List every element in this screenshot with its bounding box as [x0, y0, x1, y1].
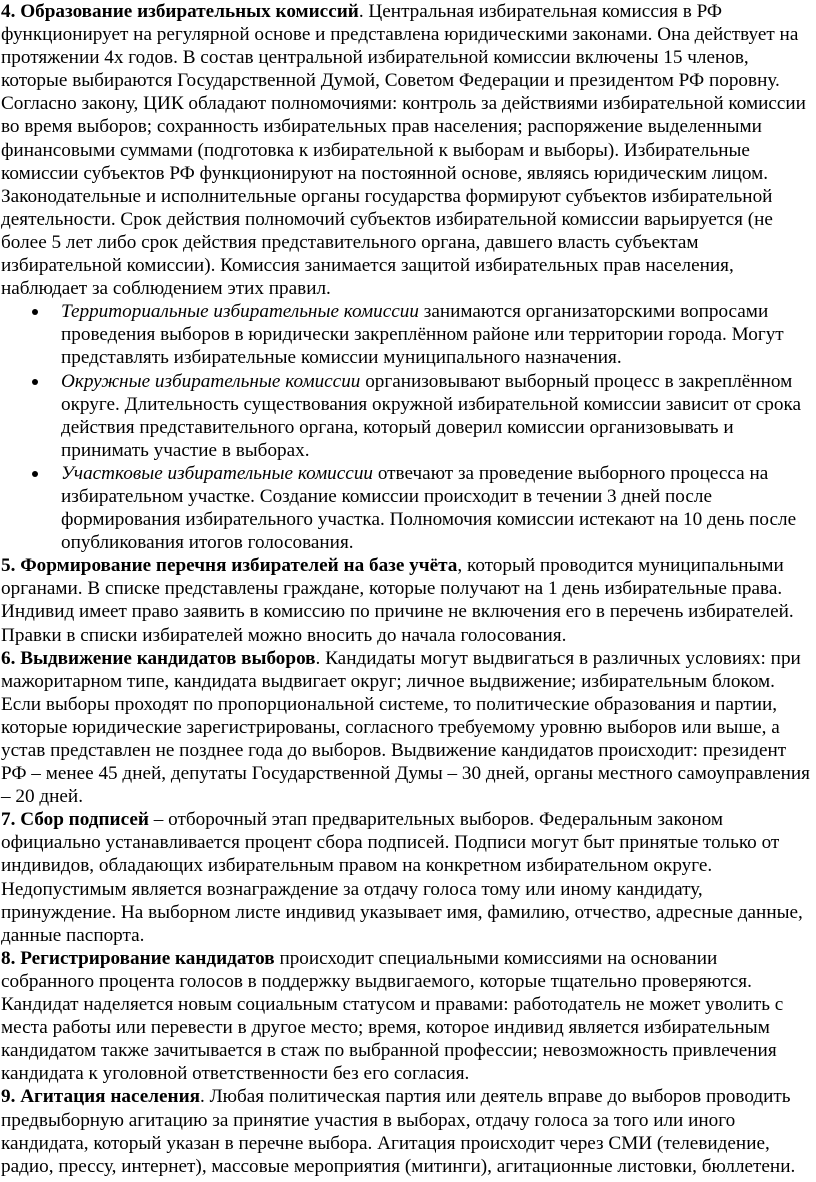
- section-5-text: , который проводится муниципальными органами. В списке представлены граждане, которые получают на 1 день избирательные права. Индивид имеет право заявить в комиссию по причине не включения его в перечень избирателей. Правки в списки избирателей можно вносить до начала голосования.: [1, 555, 794, 646]
- section-7-paragraph: [1, 808, 814, 947]
- section-8-text: происходит специальными комиссиями на основании собранного процента голосов в поддержку выдвигаемого, которые тщательно проверяются. Кандидат наделяется новым социальным статусом и правами: работодатель не может уволить с места работы или перевести в другое место; время, которое индивид является избирательным кандидатом также зачитывается в стаж по выбранной профессии; невозможность привлечения кандидата к уголовной ответственности без его согласия.: [1, 947, 784, 1085]
- section-7-heading: 7. Сбор подписей: [1, 809, 149, 831]
- list-item-precinct: [61, 462, 814, 554]
- section-5-heading: 5. Формирование перечня избирателей на базе учёта: [1, 555, 458, 577]
- list-item-text: занимаются организаторскими вопросами проведения выборов в юридически закреплённом районе или территории города. Могут представлять избирательные комиссии муниципального назначения.: [61, 301, 784, 369]
- list-item-text: отвечают за проведение выборного процесса на избирательном участке. Создание комиссии происходит в течении 3 дней после формирования избирательного участка. Полномочия комиссии истекают на 10 день после опубликования итогов голосования.: [61, 462, 797, 554]
- list-item-term: Окружные избирательные комиссии: [61, 370, 361, 392]
- list-item-term: Участковые избирательные комиссии: [61, 462, 374, 484]
- section-6-heading: 6. Выдвижение кандидатов выборов: [1, 647, 316, 669]
- list-item-term: Территориальные избирательные комиссии: [61, 301, 419, 323]
- section-8-heading: 8. Регистрирование кандидатов: [1, 947, 275, 969]
- section-5-paragraph: [1, 554, 814, 646]
- section-9-heading: 9. Агитация населения: [1, 1086, 201, 1108]
- section-9-text: . Любая политическая партия или деятель вправе до выборов проводить предвыборную агитацию за принятие участия в выборах, отдачу голоса за того или иного кандидата, который указан в перечне выбора. Агитация происходит через СМИ (телевидение, радио, прессу, интернет), массовые мероприятия (митинги), агитационные листовки, бюллетени.: [1, 1086, 796, 1177]
- section-4-heading: 4. Образование избирательных комиссий: [1, 1, 359, 22]
- section-9-paragraph: [1, 1085, 814, 1177]
- list-item-territorial: [61, 300, 814, 369]
- section-7-text: – отборочный этап предварительных выборов. Федеральным законом официально устанавливается процент сбора подписей. Подписи могут быт принятые только от индивидов, обладающих избирательным правом на конкретном избирательном округе. Недопустимым является вознаграждение за отдачу голоса тому или иному кандидату, принуждение. На выборном листе индивид указывает имя, фамилию, отчество, адресные данные, данные паспорта.: [1, 809, 803, 946]
- section-4-text: . Центральная избирательная комиссия в РФ функционирует на регулярной основе и представлена юридическими законами. Она действует на протяжении 4х годов. В состав центральной избирательной комиссии включены 15 членов, которые выбираются Государственной Думой, Советом Федерации и президентом РФ поровну. Согласно закону, ЦИК обладают полномочиями: контроль за действиями избирательной комиссии во время выборов; сохранность избирательных прав населения; распоряжение выделенными финансовыми суммами (подготовка к избирательной к выборам и выборы). Избирательные комиссии субъектов РФ функционируют на постоянной основе, являясь юридическим лицом. Законодательные и исполнительные органы государства формируют субъектов избирательной деятельности. Срок действия полномочий субъектов избирательной комиссии варьируется (не более 5 лет либо срок действия представительного органа, давшего власть субъектам избирательной комиссии). Комиссия занимается защитой избирательных прав населения, наблюдает за соблюдением этих правил.: [1, 1, 806, 300]
- section-8-paragraph: [1, 947, 814, 1086]
- section-6-text: . Кандидаты могут выдвигаться в различных условиях: при мажоритарном типе, кандидата выдвигает округ; личное выдвижение; избирательным блоком. Если выборы проходят по пропорциональной системе, то политические образования и партии, которые юридические зарегистрированы, согласного требуемому уровню выборов или выше, а устав представлен не позднее года до выборов. Выдвижение кандидатов происходит: президент РФ – менее 45 дней, депутаты Государственной Думы – 30 дней, органы местного самоуправления – 20 дней.: [1, 647, 811, 808]
- section-6-paragraph: [1, 647, 814, 809]
- list-item-text: организовывают выборный процесс в закреплённом округе. Длительность существования окружной избирательной комиссии зависит от срока действия представительного органа, который доверил комиссии организовывать и принимать участие в выборах.: [61, 370, 802, 461]
- section-4-paragraph: [1, 0, 814, 300]
- list-item-district: [61, 370, 814, 462]
- commission-types-list: [1, 300, 814, 554]
